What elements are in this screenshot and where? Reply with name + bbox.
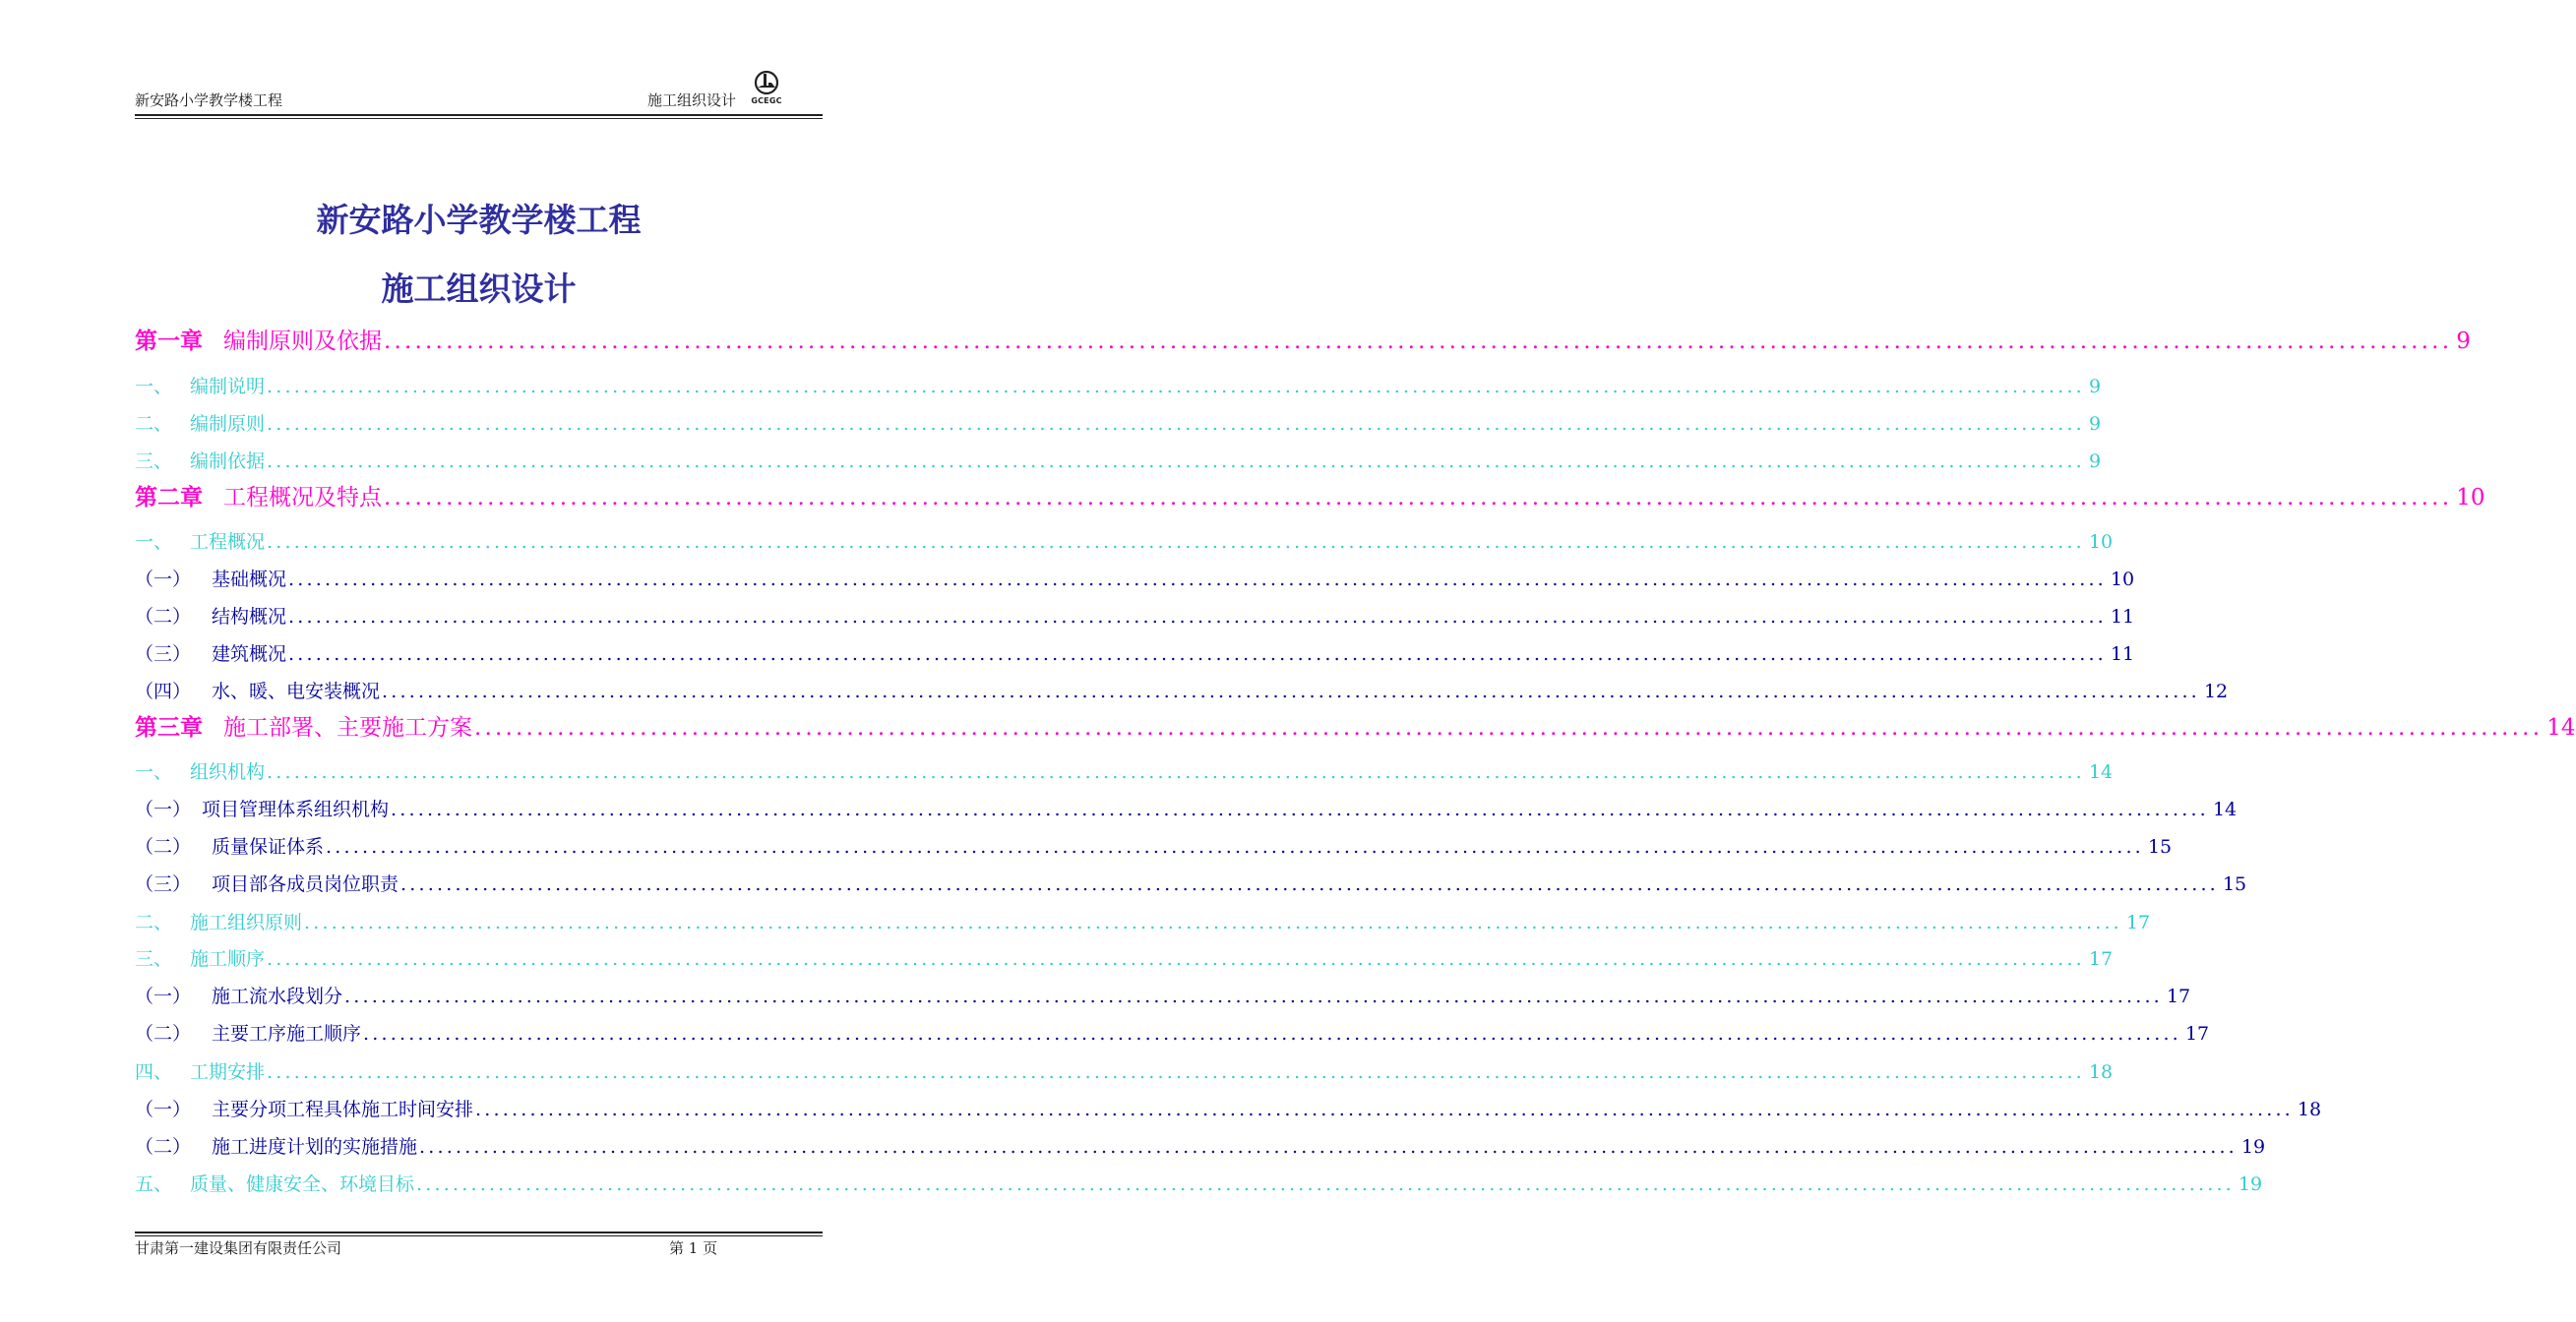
toc-entry-label: 质量、健康安全、环境目标: [190, 1173, 415, 1195]
toc-entry-label: 施工组织原则: [190, 912, 303, 933]
toc-entry-label: 组织机构: [190, 761, 266, 783]
toc-entry-label: 水、暖、电安装概况: [212, 681, 381, 702]
toc-dot-leader: ........................................................................................................................................................................................................: [326, 836, 2144, 858]
toc-dot-leader: ........................................................................................................................................................................................................: [363, 1023, 2181, 1045]
toc-dot-leader: ........................................................................................................................................................................................................: [267, 376, 2085, 397]
toc-entry-page: 9: [2088, 451, 2102, 472]
toc-entry-label: 主要工序施工顺序: [212, 1023, 362, 1045]
toc-entry-number: 五、: [135, 1173, 173, 1195]
toc-entry-number: 二、: [135, 912, 173, 933]
toc-entry-page: 10: [2110, 569, 2135, 590]
toc-entry-label: 工期安排: [190, 1061, 266, 1083]
footer-rule-thin: [135, 1235, 823, 1236]
toc-entry-number: 一、: [135, 761, 173, 783]
toc-entry-page: 17: [2088, 948, 2114, 970]
toc-entry-label: 基础概况: [212, 569, 287, 590]
toc-dot-leader: ........................................................................................................................................................................................................: [416, 1173, 2235, 1195]
header-rule-thin: [135, 118, 823, 119]
toc-entry-number: 第二章: [135, 485, 203, 511]
toc-entry-number: 第一章: [135, 329, 203, 354]
toc-entry[interactable]: [135, 832, 2173, 859]
toc-entry-label: 编制说明: [190, 376, 266, 397]
toc-entry-page: 17: [2125, 912, 2151, 933]
toc-entry-number: 三、: [135, 451, 173, 472]
toc-entry-number: 四、: [135, 1061, 173, 1083]
toc-entry[interactable]: [135, 1132, 2266, 1159]
toc-entry-label: 编制原则: [190, 413, 266, 435]
footer-company: 甘肃第一建设集团有限责任公司: [135, 1239, 342, 1257]
toc-entry-page: 14: [2212, 799, 2238, 820]
toc-entry-number: 三、: [135, 948, 173, 970]
toc-entry-label: 编制依据: [190, 451, 266, 472]
toc-entry-page: 12: [2203, 681, 2229, 702]
toc-entry-label: 施工顺序: [190, 948, 266, 970]
toc-entry-page: 19: [2240, 1136, 2266, 1158]
document-title-line1: 新安路小学教学楼工程: [316, 201, 642, 239]
toc-entry-label: 主要分项工程具体施工时间安排: [212, 1099, 474, 1120]
toc-entry[interactable]: [135, 908, 2151, 934]
toc-entry[interactable]: [135, 982, 2191, 1008]
toc-entry-page: 17: [2166, 986, 2191, 1007]
toc-entry[interactable]: [135, 677, 2229, 703]
company-logo: [750, 69, 783, 110]
header-rule: [135, 114, 823, 116]
toc-entry-label: 施工进度计划的实施措施: [212, 1136, 418, 1158]
toc-entry-page: 11: [2110, 606, 2135, 628]
toc-entry[interactable]: [135, 639, 2135, 666]
toc-entry-number: （四）: [135, 681, 192, 702]
toc-entry-label: 项目管理体系组织机构: [202, 799, 390, 820]
toc-entry[interactable]: [135, 1057, 2114, 1084]
toc-entry-label: 项目部各成员岗位职责: [212, 873, 399, 895]
toc-entry-label: 工程概况及特点: [223, 485, 382, 511]
toc-entry-page: 19: [2238, 1173, 2263, 1195]
toc-entry-page: 10: [2456, 485, 2485, 511]
logo-text: GCEGC: [751, 96, 782, 105]
toc-entry[interactable]: [135, 479, 2485, 511]
toc-dot-leader: ........................................................................................................................................................................................................: [391, 799, 2209, 820]
toc-entry-label: 建筑概况: [212, 643, 287, 665]
toc-entry[interactable]: [135, 527, 2114, 554]
toc-entry-page: 14: [2546, 715, 2576, 741]
gcegc-logo-icon: [750, 69, 783, 96]
toc-entry-label: 施工流水段划分: [212, 986, 343, 1007]
toc-entry-page: 9: [2456, 329, 2471, 354]
toc-entry[interactable]: [135, 372, 2102, 398]
toc-entry[interactable]: [135, 565, 2135, 591]
toc-entry[interactable]: [135, 795, 2238, 821]
toc-dot-leader: ........................................................................................................................................................................................................: [400, 873, 2219, 895]
toc-dot-leader: ........................................................................................................................................................................................................: [267, 948, 2085, 970]
toc-entry-page: 9: [2088, 413, 2102, 435]
toc-dot-leader: ........................................................................................................................................................................................................: [267, 451, 2085, 472]
toc-dot-leader: ........................................................................................................................................................................................................: [267, 531, 2085, 553]
toc-dot-leader: ........................................................................................................................................................................................................: [384, 485, 2453, 511]
toc-entry-label: 编制原则及依据: [223, 329, 382, 354]
toc-entry[interactable]: [135, 409, 2102, 436]
toc-entry-number: （一）: [135, 569, 192, 590]
toc-dot-leader: ........................................................................................................................................................................................................: [344, 986, 2163, 1007]
toc-entry[interactable]: [135, 709, 2576, 742]
toc-entry-number: 二、: [135, 413, 173, 435]
header-project-name: 新安路小学教学楼工程: [135, 91, 283, 109]
toc-entry-number: （三）: [135, 643, 192, 665]
toc-entry-page: 9: [2088, 376, 2102, 397]
toc-entry-number: （一）: [135, 799, 192, 820]
toc-entry-page: 15: [2147, 836, 2173, 858]
toc-entry[interactable]: [135, 602, 2135, 629]
document-title-line2: 施工组织设计: [381, 270, 577, 308]
toc-dot-leader: ........................................................................................................................................................................................................: [267, 761, 2085, 783]
toc-entry-number: 一、: [135, 531, 173, 553]
toc-dot-leader: ........................................................................................................................................................................................................: [474, 715, 2544, 741]
toc-dot-leader: ........................................................................................................................................................................................................: [304, 912, 2122, 933]
toc-entry-page: 18: [2088, 1061, 2114, 1083]
toc-entry-page: 11: [2110, 643, 2135, 665]
toc-entry[interactable]: [135, 1095, 2322, 1121]
toc-entry[interactable]: [135, 1019, 2210, 1046]
toc-entry[interactable]: [135, 447, 2102, 473]
toc-entry-page: 18: [2297, 1099, 2322, 1120]
toc-dot-leader: ........................................................................................................................................................................................................: [267, 413, 2085, 435]
toc-entry[interactable]: [135, 323, 2471, 355]
toc-entry-number: （二）: [135, 1023, 192, 1045]
toc-dot-leader: ........................................................................................................................................................................................................: [419, 1136, 2238, 1158]
page-header: [135, 69, 823, 114]
toc-entry-number: 第三章: [135, 715, 203, 741]
toc-entry-page: 17: [2184, 1023, 2210, 1045]
toc-entry-number: （三）: [135, 873, 192, 895]
toc-dot-leader: ........................................................................................................................................................................................................: [288, 569, 2107, 590]
toc-entry[interactable]: [135, 944, 2114, 971]
header-doc-title: 施工组织设计: [646, 91, 736, 109]
toc-entry-number: （二）: [135, 1136, 192, 1158]
toc-dot-leader: ........................................................................................................................................................................................................: [267, 1061, 2085, 1083]
toc-entry[interactable]: [135, 1170, 2263, 1196]
toc-entry[interactable]: [135, 757, 2114, 784]
toc-entry-label: 工程概况: [190, 531, 266, 553]
toc-entry[interactable]: [135, 870, 2247, 896]
toc-dot-leader: ........................................................................................................................................................................................................: [475, 1099, 2294, 1120]
footer-rule: [135, 1232, 823, 1233]
toc-dot-leader: ........................................................................................................................................................................................................: [384, 329, 2453, 354]
toc-entry-number: （二）: [135, 836, 192, 858]
footer-page-number: 第 1 页: [669, 1239, 718, 1257]
toc-entry-number: （二）: [135, 606, 192, 628]
toc-entry-label: 施工部署、主要施工方案: [223, 715, 472, 741]
toc-entry-page: 10: [2088, 531, 2114, 553]
toc-entry-label: 质量保证体系: [212, 836, 325, 858]
toc-entry-page: 14: [2088, 761, 2114, 783]
toc-dot-leader: ........................................................................................................................................................................................................: [382, 681, 2200, 702]
toc-entry-number: （一）: [135, 986, 192, 1007]
toc-dot-leader: ........................................................................................................................................................................................................: [288, 643, 2107, 665]
toc-entry-number: （一）: [135, 1099, 192, 1120]
toc-dot-leader: ........................................................................................................................................................................................................: [288, 606, 2107, 628]
toc-entry-number: 一、: [135, 376, 173, 397]
toc-entry-page: 15: [2222, 873, 2247, 895]
toc-entry-label: 结构概况: [212, 606, 287, 628]
